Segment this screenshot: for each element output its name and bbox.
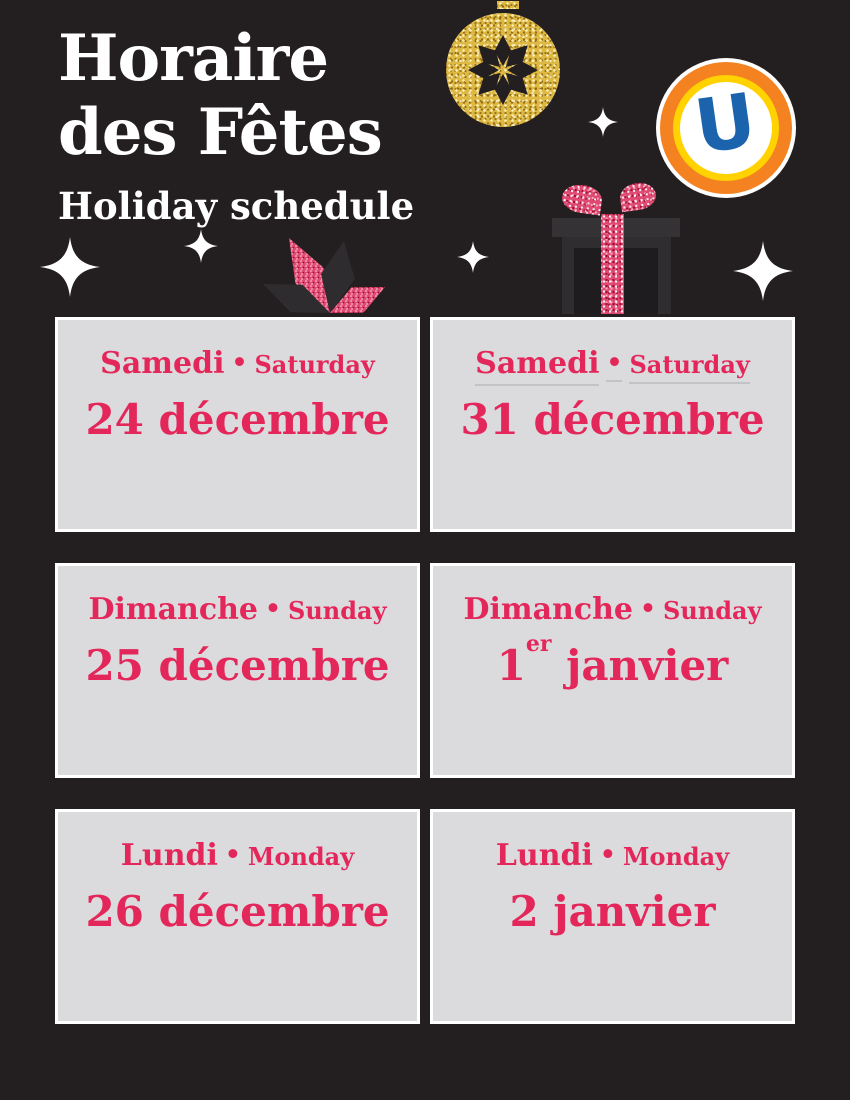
gift-panel-right (624, 248, 658, 314)
bullet-separator: • (606, 348, 622, 382)
sparkle-icon (457, 241, 489, 273)
date-text: 1 (496, 641, 526, 690)
day-french: Dimanche (88, 592, 259, 627)
day-english: Sunday (663, 596, 762, 625)
page-subtitle: Holiday schedule (58, 184, 415, 228)
date-text: 24 décembre (85, 395, 390, 444)
title-line-1: Horaire (58, 21, 329, 96)
gift-bow-right (618, 181, 657, 213)
card-day-line (433, 345, 792, 386)
petals-icon (255, 232, 400, 316)
bullet-separator: • (599, 840, 616, 869)
day-french: Samedi (100, 346, 225, 381)
page-title (58, 22, 382, 170)
sparkle-icon (733, 241, 793, 301)
day-french: Samedi (475, 346, 599, 386)
title-line-2: des Fêtes (58, 95, 382, 170)
sparkle-icon (184, 229, 218, 263)
bullet-separator: • (265, 594, 282, 623)
card-day-line (433, 591, 792, 632)
schedule-card-26-decembre (55, 809, 420, 1024)
date-text-rest: janvier (551, 641, 729, 690)
date-text: 2 janvier (509, 887, 716, 936)
gift-bow-left (560, 182, 604, 215)
schedule-card-25-decembre (55, 563, 420, 778)
logo-letter: U (689, 77, 762, 171)
bullet-separator: • (231, 348, 248, 377)
schedule-card-24-decembre (55, 317, 420, 532)
card-day-line (58, 345, 417, 386)
day-english: Saturday (254, 350, 375, 379)
snowflake-icon (463, 30, 543, 110)
card-day-line (433, 837, 792, 878)
card-date (58, 879, 417, 937)
card-day-line (58, 591, 417, 632)
date-text: 31 décembre (460, 395, 765, 444)
date-text: 25 décembre (85, 641, 390, 690)
day-english: Saturday (629, 350, 749, 384)
sparkle-icon (40, 237, 100, 297)
bullet-separator: • (640, 594, 657, 623)
uniprix-logo (656, 58, 796, 198)
day-english: Monday (247, 842, 355, 871)
day-english: Sunday (288, 596, 387, 625)
day-english: Monday (622, 842, 730, 871)
date-ordinal: er (525, 631, 552, 657)
date-text: 26 décembre (85, 887, 390, 936)
card-date (433, 387, 792, 445)
day-french: Lundi (495, 838, 593, 873)
day-french: Dimanche (463, 592, 634, 627)
card-date (58, 387, 417, 445)
card-date (433, 633, 792, 691)
card-day-line (58, 837, 417, 878)
schedule-card-1er-janvier (430, 563, 795, 778)
bullet-separator: • (224, 840, 241, 869)
ornament-cap-icon (497, 1, 519, 9)
card-date (433, 879, 792, 937)
day-french: Lundi (120, 838, 218, 873)
schedule-grid (55, 317, 795, 1024)
gift-panel-left (574, 248, 601, 314)
card-date (58, 633, 417, 691)
schedule-card-2-janvier (430, 809, 795, 1024)
gift-ribbon (601, 214, 624, 314)
sparkle-icon (588, 107, 618, 137)
schedule-card-31-decembre (430, 317, 795, 532)
